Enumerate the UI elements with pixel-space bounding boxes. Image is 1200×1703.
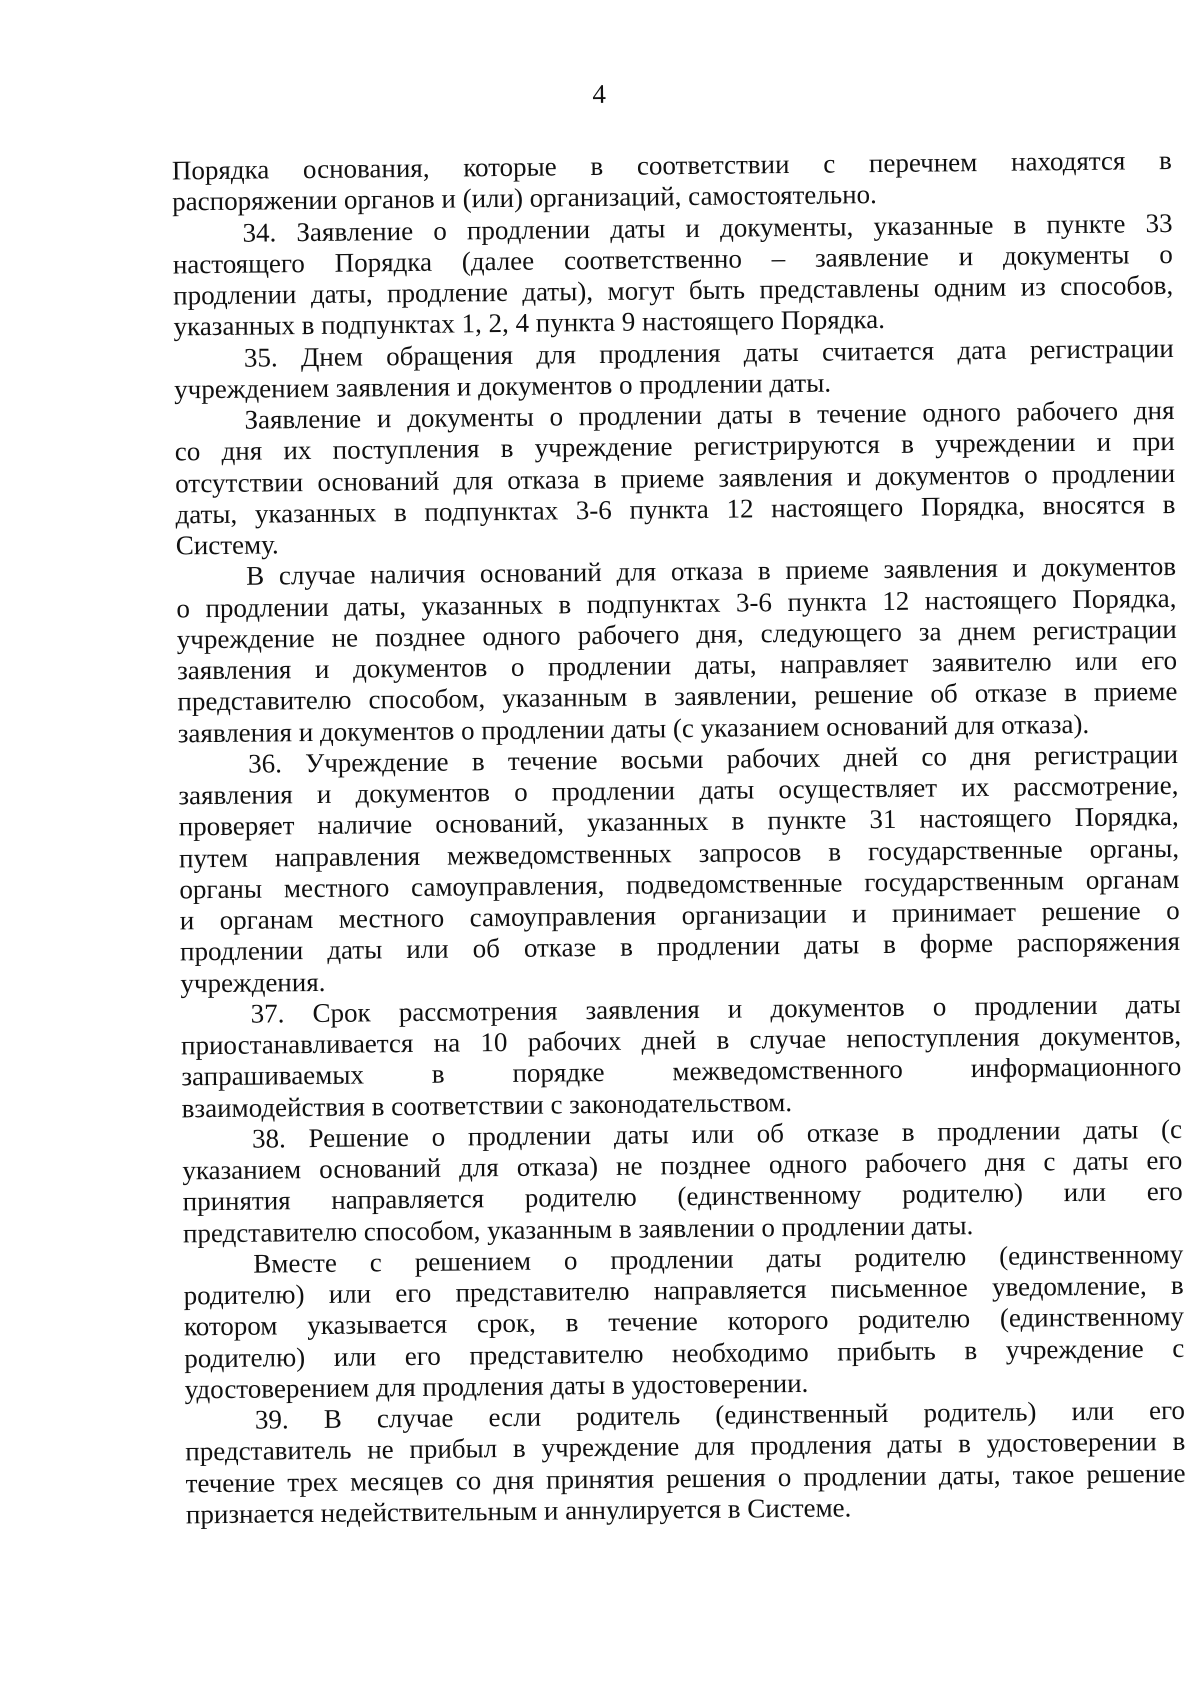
text-line: родителю) или его представителю необходимо прибыть в учреждение с	[184, 1332, 1185, 1373]
paragraph	[176, 551, 1178, 749]
paragraph	[172, 207, 1173, 342]
text-line: о продлении даты, указанных в подпунктах 3-6 пункта 12 настоящего Порядка,	[176, 582, 1177, 623]
document-body	[172, 145, 1186, 1530]
paragraph	[174, 332, 1175, 405]
text-line: продлении даты или об отказе в продлении даты в форме распоряжения	[179, 926, 1181, 967]
text-line: котором указывается срок, в течение которого родителю (единственному	[183, 1301, 1185, 1342]
text-line: заявления и документов о продлении даты, направляет заявителю или его	[176, 644, 1178, 686]
text-line: настоящего Порядка (далее соответственно – заявление и документы о	[172, 238, 1173, 280]
text-line: Систему.	[175, 529, 279, 561]
paragraph	[181, 989, 1182, 1124]
text-line: признается недействительным и аннулируется в Системе.	[185, 1492, 852, 1530]
text-line: В случае наличия оснований для отказа в приеме заявления и документов	[245, 551, 1177, 591]
text-line: 39. В случае если родитель (единственный родитель) или его	[254, 1394, 1186, 1435]
text-line: представителю способом, указанным в заявлении, решение об отказе в приеме	[177, 676, 1178, 717]
text-line: даты, указанных в подпунктах 3-6 пункта 12 настоящего Порядка, вносятся в	[175, 488, 1176, 530]
text-line: 37. Срок рассмотрения заявления и документов о продлении даты	[250, 988, 1181, 1029]
text-line: представителю способом, указанным в заявлении о продлении даты.	[182, 1209, 974, 1248]
text-line: распоряжении органов и (или) организаций, самостоятельно.	[172, 179, 877, 217]
text-line: взаимодействия в соответствии с законодательством.	[181, 1086, 793, 1123]
text-line: указанных в подпунктах 1, 2, 4 пункта 9 настоящего Порядка.	[173, 304, 886, 342]
text-line: Вместе с решением о продлении даты родителю (единственному	[253, 1238, 1184, 1279]
paragraph	[185, 1395, 1186, 1530]
text-line: 38. Решение о продлении даты или об отказе в продлении даты (с	[251, 1113, 1183, 1154]
paragraph	[174, 395, 1176, 562]
text-line: течение трех месяцев со дня принятия решения о продлении даты, такое решение	[185, 1457, 1186, 1498]
text-line: указанием оснований для отказа) не позднее одного рабочего дня с даты его	[182, 1144, 1183, 1186]
text-line: продлении даты, продление даты), могут быть представлены одним из способов,	[173, 269, 1174, 311]
page-number: 4	[592, 78, 607, 110]
text-line: заявления и документов о продлении даты осуществляет их рассмотрение,	[178, 769, 1179, 811]
text-line: путем направления межведомственных запросов в государственные органы,	[178, 832, 1180, 873]
text-line: со дня их поступления в учреждение регистрируются в учреждении и при	[174, 426, 1175, 467]
text-line: отсутствии оснований для отказа в приеме заявления и документов о продлении	[174, 457, 1176, 498]
text-line: заявления и документов о продлении даты (с указанием оснований для отказа).	[177, 708, 1090, 748]
text-line: 35. Днем обращения для продления даты считается дата регистрации	[243, 332, 1174, 373]
text-line: и органам местного самоуправления организации и принимает решение о	[179, 894, 1180, 936]
text-line: учреждением заявления и документов о продлении даты.	[174, 367, 832, 405]
text-line: запрашиваемых в порядке межведомственного информационного	[181, 1051, 1182, 1092]
text-line: принятия направляется родителю (единственному родителю) или его	[182, 1176, 1183, 1217]
text-line: Порядка основания, которые в соответствии с перечнем находятся в	[171, 144, 1172, 186]
text-line: проверяет наличие оснований, указанных в пункте 31 настоящего Порядка,	[178, 801, 1179, 842]
text-line: представитель не прибыл в учреждение для продления даты в удостоверении в	[185, 1426, 1186, 1467]
text-line: Заявление и документы о продлении даты в течение одного рабочего дня	[244, 394, 1175, 435]
text-line: учреждение не позднее одного рабочего дня, следующего за днем регистрации	[176, 613, 1177, 655]
text-line: родителю) или его представителю направляется письменное уведомление, в	[183, 1269, 1184, 1311]
text-line: удостоверением для продления даты в удостоверении.	[184, 1367, 809, 1405]
paragraph	[172, 145, 1173, 218]
text-line: учреждения.	[180, 966, 326, 998]
text-line: органы местного самоуправления, подведомственные государственным органам	[179, 863, 1180, 905]
paragraph	[182, 1114, 1183, 1249]
text-line: 34. Заявление о продлении даты и документы, указанные в пункте 33	[242, 207, 1173, 248]
text-line: приостанавливается на 10 рабочих дней в случае непоступления документов,	[180, 1019, 1182, 1061]
text-line: 36. Учреждение в течение восьми рабочих дней со дня регистрации	[247, 738, 1179, 779]
paragraph	[178, 739, 1181, 999]
paragraph	[183, 1239, 1185, 1406]
